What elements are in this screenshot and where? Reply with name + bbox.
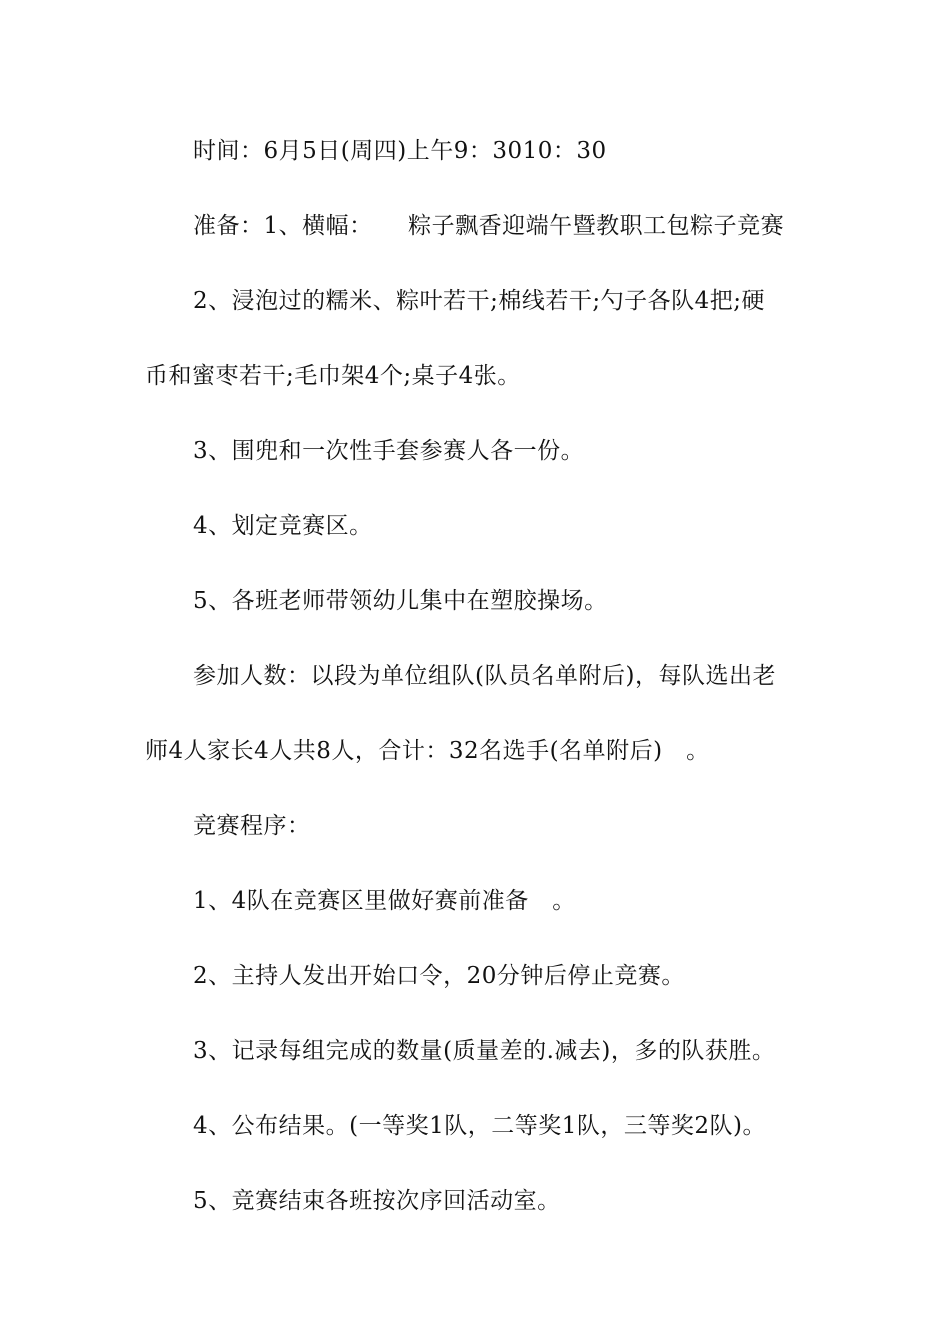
procedure-step-2: 2、主持人发出开始口令，20分钟后停止竞赛。 [193,963,685,989]
preparation-item-3-line: 3、围兜和一次性手套参赛人各一份。 [193,438,585,464]
participants-continued-line: 师4人家长4人共8人，合计：32名选手(名单附后) 。 [145,738,710,764]
procedure-step-4: 4、公布结果。(一等奖1队，二等奖1队，三等奖2队)。 [193,1113,766,1139]
procedure-step-1: 1、4队在竞赛区里做好赛前准备 。 [193,888,576,914]
procedure-heading: 竞赛程序： [193,813,311,839]
event-time-line: 时间：6月5日(周四)上午9：3010：30 [193,138,607,164]
participants-line: 参加人数：以段为单位组队(队员名单附后)，每队选出老 [193,663,776,689]
procedure-step-5: 5、竞赛结束各班按次序回活动室。 [193,1188,561,1214]
preparation-banner-line: 准备：1、横幅： 粽子飘香迎端午暨教职工包粽子竞赛 [193,213,785,239]
preparation-item-2-line: 2、浸泡过的糯米、粽叶若干;棉线若干;勺子各队4把;硬 [193,288,766,314]
procedure-step-3: 3、记录每组完成的数量(质量差的.减去)，多的队获胜。 [193,1038,776,1064]
preparation-item-5-line: 5、各班老师带领幼儿集中在塑胶操场。 [193,588,608,614]
preparation-item-2-continued-line: 币和蜜枣若干;毛巾架4个;桌子4张。 [145,363,521,389]
preparation-item-4-line: 4、划定竞赛区。 [193,513,373,539]
